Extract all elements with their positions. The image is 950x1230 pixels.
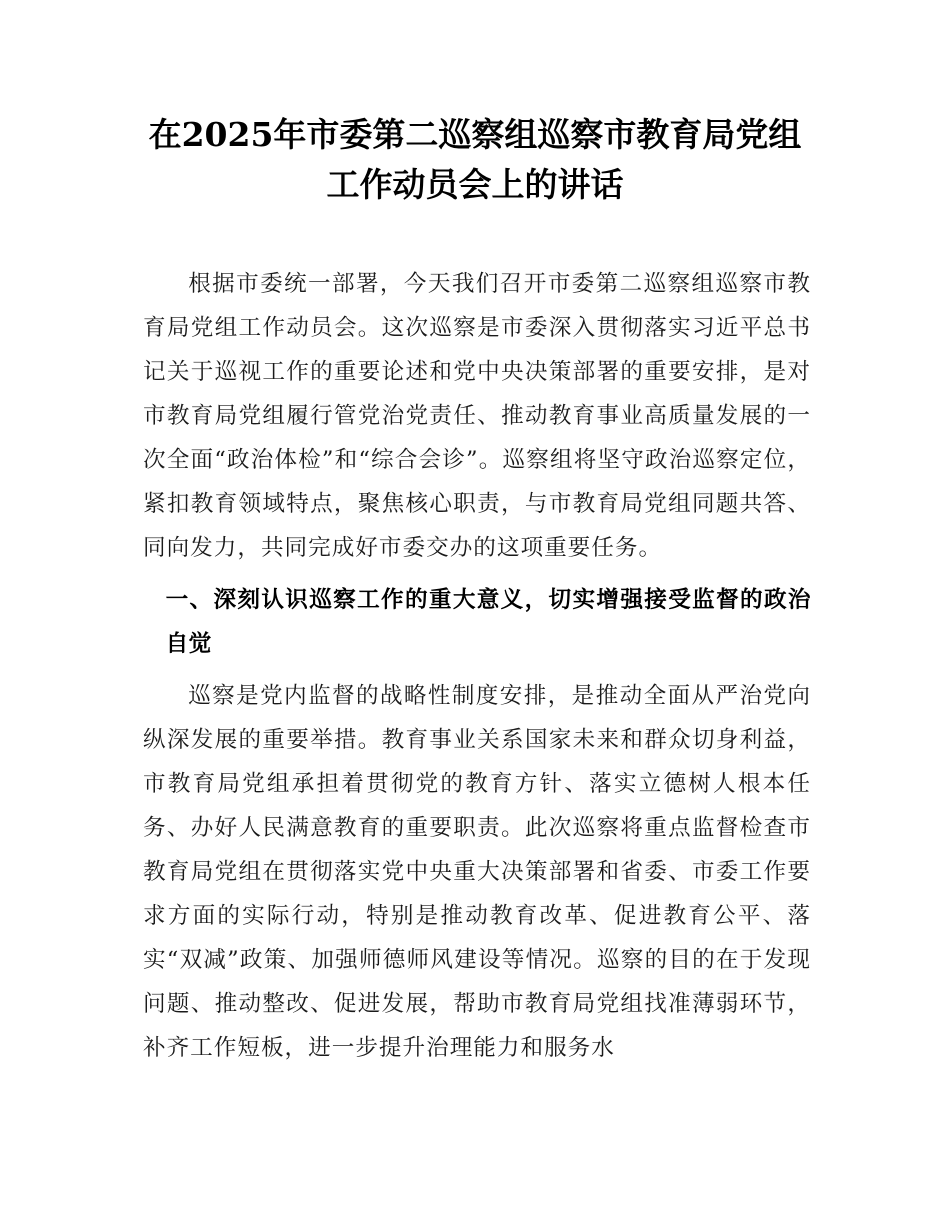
title-line-1: 在2025年市委第二巡察组巡察市教育局党组 xyxy=(148,115,802,154)
document-title xyxy=(100,110,850,210)
document-body xyxy=(143,262,811,1078)
body-paragraph-2: 巡察是党内监督的战略性制度安排，是推动全面从严治党向纵深发展的重要举措。教育事业关系国家未来和群众切身利益，市教育局党组承担着贯彻党的教育方针、落实立德树人根本任务、办好人民满意教育的重要职责。此次巡察将重点监督检查市教育局党组在贯彻落实党中央重大决策部署和省委、市委工作要求方面的实际行动，特别是推动教育改革、促进教育公平、落实“双减”政策、加强师德师风建设等情况。巡察的目的在于发现问题、推动整改、促进发展，帮助市教育局党组找准薄弱环节，补齐工作短板，进一步提升治理能力和服务水 xyxy=(143,683,811,1061)
section-heading-1: 一、深刻认识巡察工作的重大意义，切实增强接受监督的政治自觉 xyxy=(165,587,811,657)
title-line-2: 工作动员会上的讲话 xyxy=(326,165,624,204)
body-paragraph-1: 根据市委统一部署，今天我们召开市委第二巡察组巡察市教育局党组工作动员会。这次巡察是市委深入贯彻落实习近平总书记关于巡视工作的重要论述和党中央决策部署的重要安排，是对市教育局党组履行管党治党责任、推动教育事业高质量发展的一次全面“政治体检”和“综合会诊”。巡察组将坚守政治巡察定位，紧扣教育领域特点，聚焦核心职责，与市教育局党组同题共答、同向发力，共同完成好市委交办的这项重要任务。 xyxy=(143,271,811,561)
